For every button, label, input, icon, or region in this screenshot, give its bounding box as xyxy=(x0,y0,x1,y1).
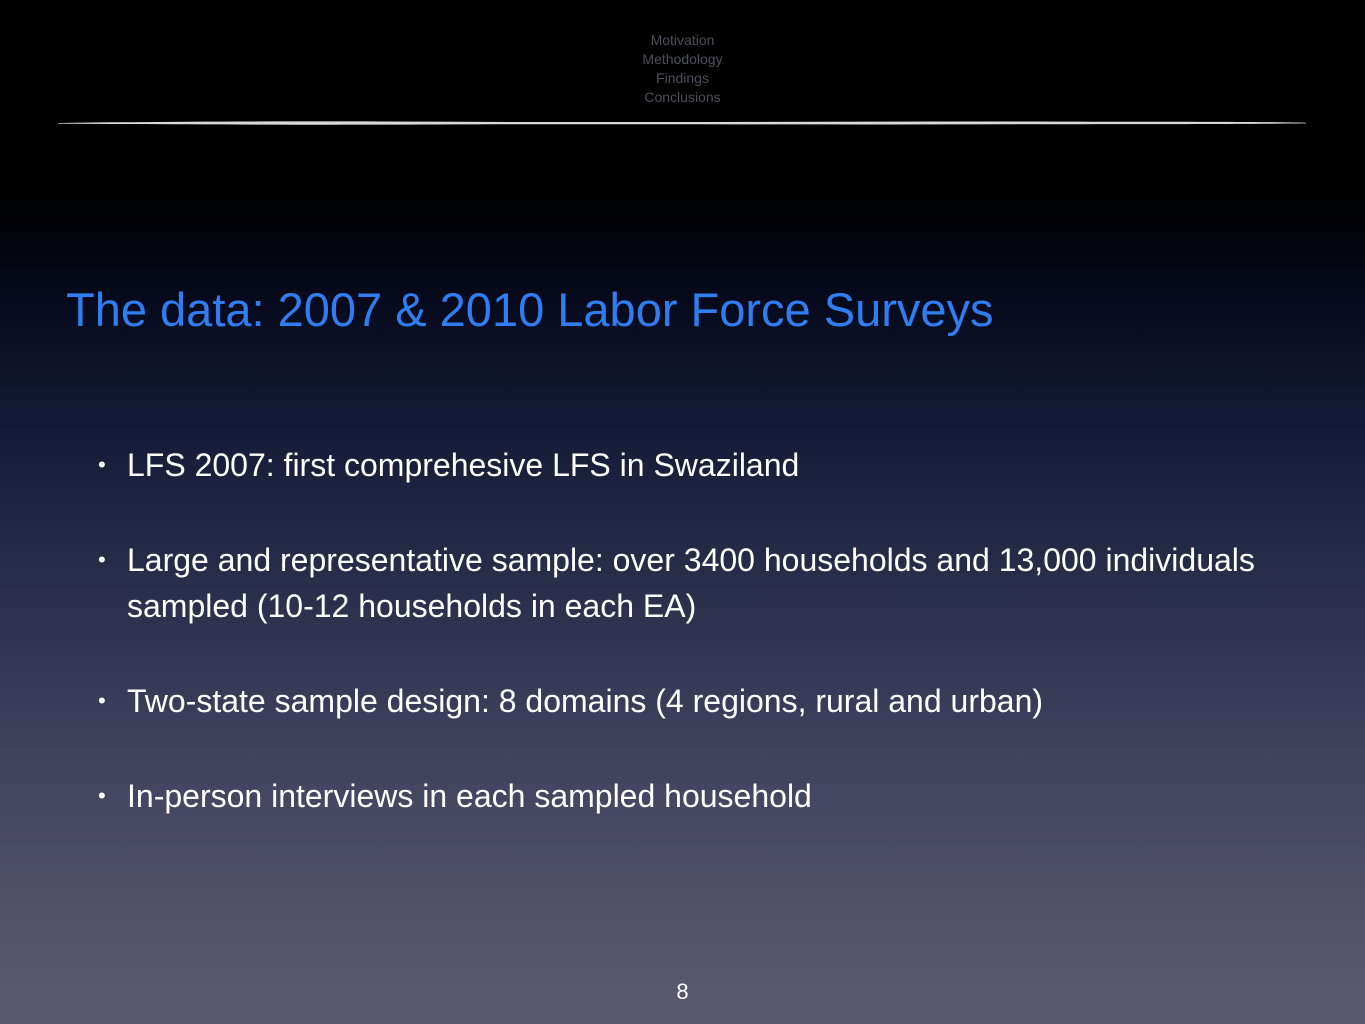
bullet-item xyxy=(98,678,1298,724)
header-divider xyxy=(58,118,1306,128)
nav-item-conclusions: Conclusions xyxy=(644,89,721,105)
bullet-list xyxy=(98,442,1298,868)
bullet-marker: • xyxy=(98,452,106,477)
nav-item-findings: Findings xyxy=(656,70,709,86)
bullet-marker: • xyxy=(98,688,106,713)
slide-title: The data: 2007 & 2010 Labor Force Surveys xyxy=(66,283,994,336)
page-number: 8 xyxy=(676,979,689,1004)
bullet-item xyxy=(98,773,1298,819)
bullet-text: In-person interviews in each sampled household xyxy=(127,778,812,814)
bullet-text: Large and representative sample: over 3400 households and 13,000 individuals sampled (10-12 households in each EA) xyxy=(127,542,1255,624)
nav-item-motivation: Motivation xyxy=(650,32,715,48)
bullet-marker: • xyxy=(98,547,106,572)
bullet-text: LFS 2007: first comprehesive LFS in Swaziland xyxy=(127,447,800,483)
bullet-item xyxy=(98,442,1298,488)
bullet-item xyxy=(98,537,1298,629)
nav-item-methodology: Methodology xyxy=(642,51,723,67)
bullet-marker: • xyxy=(98,783,106,808)
section-nav xyxy=(0,31,1365,107)
bullet-text: Two-state sample design: 8 domains (4 regions, rural and urban) xyxy=(127,683,1044,719)
